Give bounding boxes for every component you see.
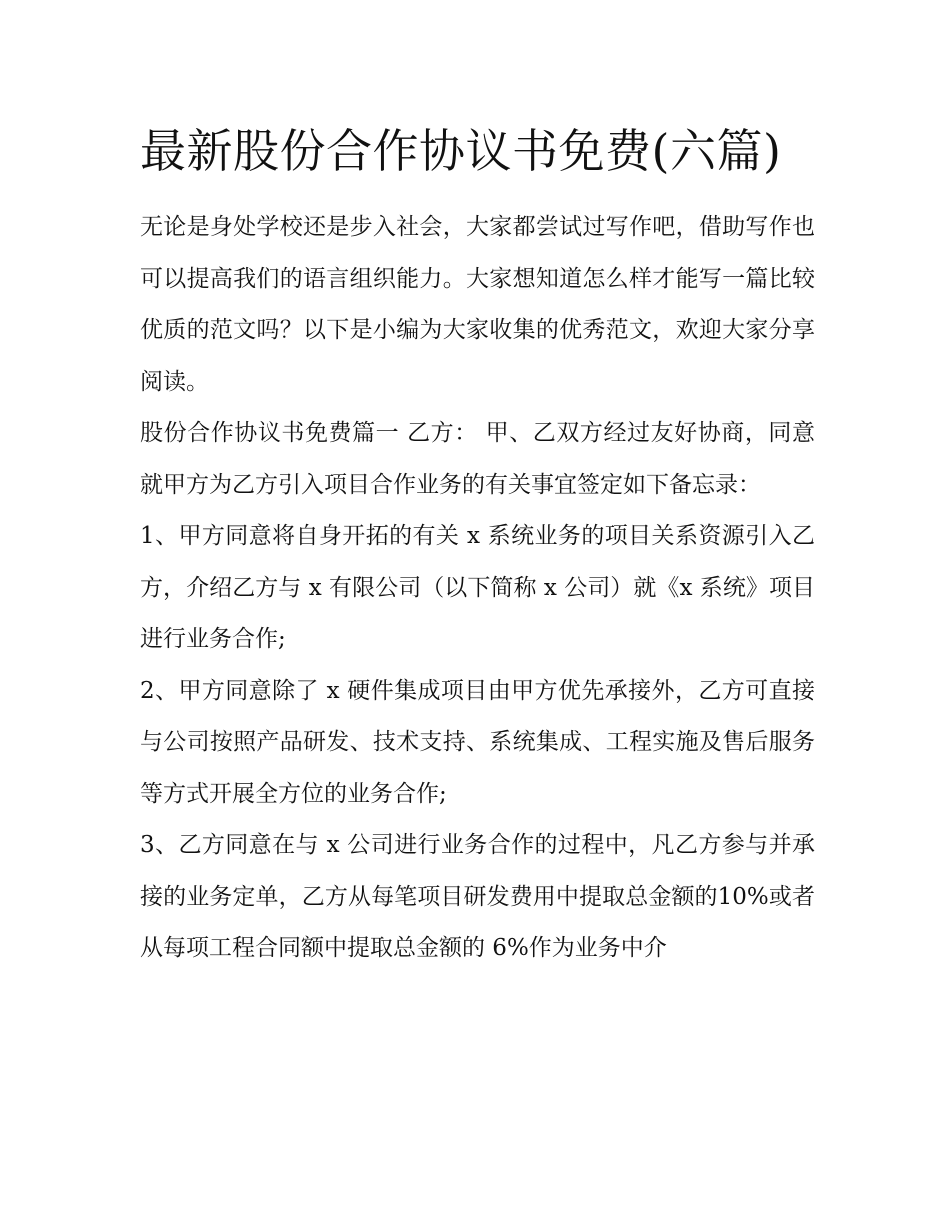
clause-2-paragraph: 2、甲方同意除了 x 硬件集成项目由甲方优先承接外，乙方可直接与公司按照产品研发、技术支持、系统集成、工程实施及售后服务等方式开展全方位的业务合作; (140, 677, 815, 807)
document-page (140, 112, 815, 975)
clause-1-paragraph: 1、甲方同意将自身开拓的有关 x 系统业务的项目关系资源引入乙方，介绍乙方与 x 有限公司（以下简称 x 公司）就《x 系统》项目进行业务合作; (140, 523, 815, 652)
clause-3-paragraph: 3、乙方同意在与 x 公司进行业务合作的过程中，凡乙方参与并承接的业务定单，乙方从每笔项目研发费用中提取总金额的10%或者从每项工程合同额中提取总金额的 6%作为业务中介 (140, 832, 815, 961)
document-title: 最新股份合作协议书免费(六篇) (140, 124, 782, 178)
document-body (140, 202, 815, 975)
intro-paragraph: 无论是身处学校还是步入社会，大家都尝试过写作吧，借助写作也可以提高我们的语言组织能力。大家想知道怎么样才能写一篇比较优质的范文吗？以下是小编为大家收集的优秀范文，欢迎大家分享阅读。 (140, 214, 815, 395)
agreement-preamble-paragraph: 股份合作协议书免费篇一 乙方： 甲、乙双方经过友好协商，同意就甲方为乙方引入项目合作业务的有关事宜签定如下备忘录： (140, 420, 815, 498)
